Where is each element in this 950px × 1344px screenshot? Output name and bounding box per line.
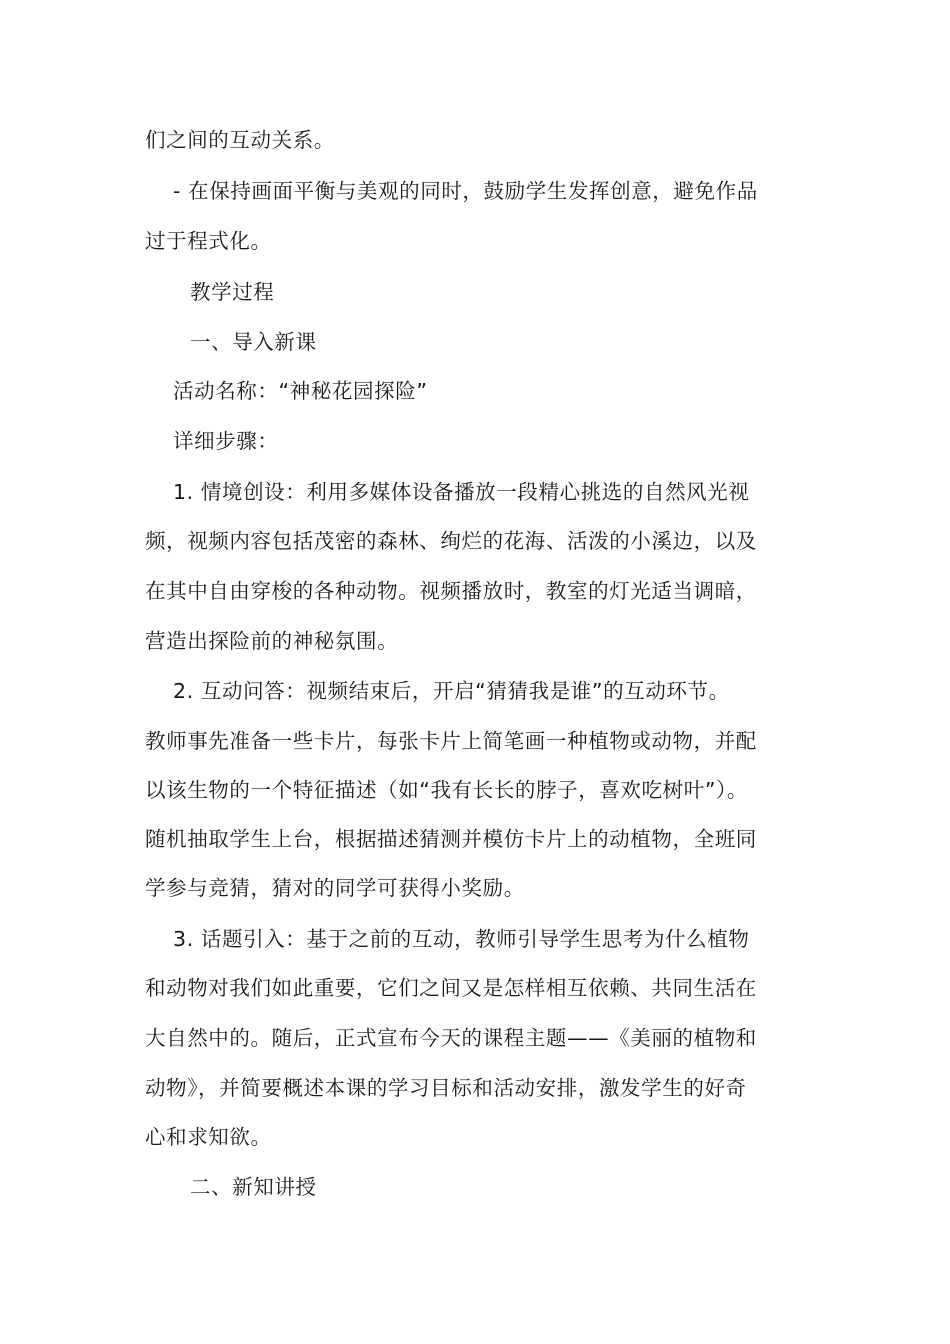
paragraph-line: 2. 互动问答：视频结束后，开启“猜猜我是谁”的互动环节。 bbox=[173, 679, 730, 703]
paragraph-line: 们之间的互动关系。 bbox=[145, 128, 335, 152]
section-heading: 教学过程 bbox=[190, 280, 275, 304]
activity-name: 活动名称：“神秘花园探险” bbox=[173, 379, 428, 403]
paragraph-line: 营造出探险前的神秘氛围。 bbox=[145, 629, 399, 653]
section-heading: 一、导入新课 bbox=[190, 330, 317, 354]
bullet-line: - 在保持画面平衡与美观的同时，鼓励学生发挥创意，避免作品 bbox=[173, 179, 758, 203]
paragraph-line: 大自然中的。随后，正式宣布今天的课程主题——《美丽的植物和 bbox=[145, 1026, 757, 1050]
paragraph-line: 和动物对我们如此重要，它们之间又是怎样相互依赖、共同生活在 bbox=[145, 976, 757, 1000]
paragraph-line: 心和求知欲。 bbox=[145, 1125, 272, 1149]
paragraph-line: 动物》，并简要概述本课的学习目标和活动安排，激发学生的好奇 bbox=[145, 1076, 747, 1100]
paragraph-line: 教师事先准备一些卡片，每张卡片上简笔画一种植物或动物，并配 bbox=[145, 729, 757, 753]
paragraph-line: 随机抽取学生上台，根据描述猜测并模仿卡片上的动植物，全班同 bbox=[145, 827, 757, 851]
paragraph-line: 学参与竞猜，猜对的同学可获得小奖励。 bbox=[145, 876, 525, 900]
paragraph-line: 频，视频内容包括茂密的森林、绚烂的花海、活泼的小溪边，以及 bbox=[145, 529, 757, 553]
paragraph-line: 过于程式化。 bbox=[145, 229, 272, 253]
section-heading: 二、新知讲授 bbox=[190, 1175, 317, 1199]
steps-label: 详细步骤： bbox=[173, 429, 279, 453]
paragraph-line: 1. 情境创设：利用多媒体设备播放一段精心挑选的自然风光视 bbox=[173, 480, 750, 504]
paragraph-line: 3. 话题引入：基于之前的互动，教师引导学生思考为什么植物 bbox=[173, 927, 750, 951]
paragraph-line: 以该生物的一个特征描述（如“我有长长的脖子，喜欢吃树叶”）。 bbox=[145, 778, 748, 802]
paragraph-line: 在其中自由穿梭的各种动物。视频播放时，教室的灯光适当调暗， bbox=[145, 579, 757, 603]
